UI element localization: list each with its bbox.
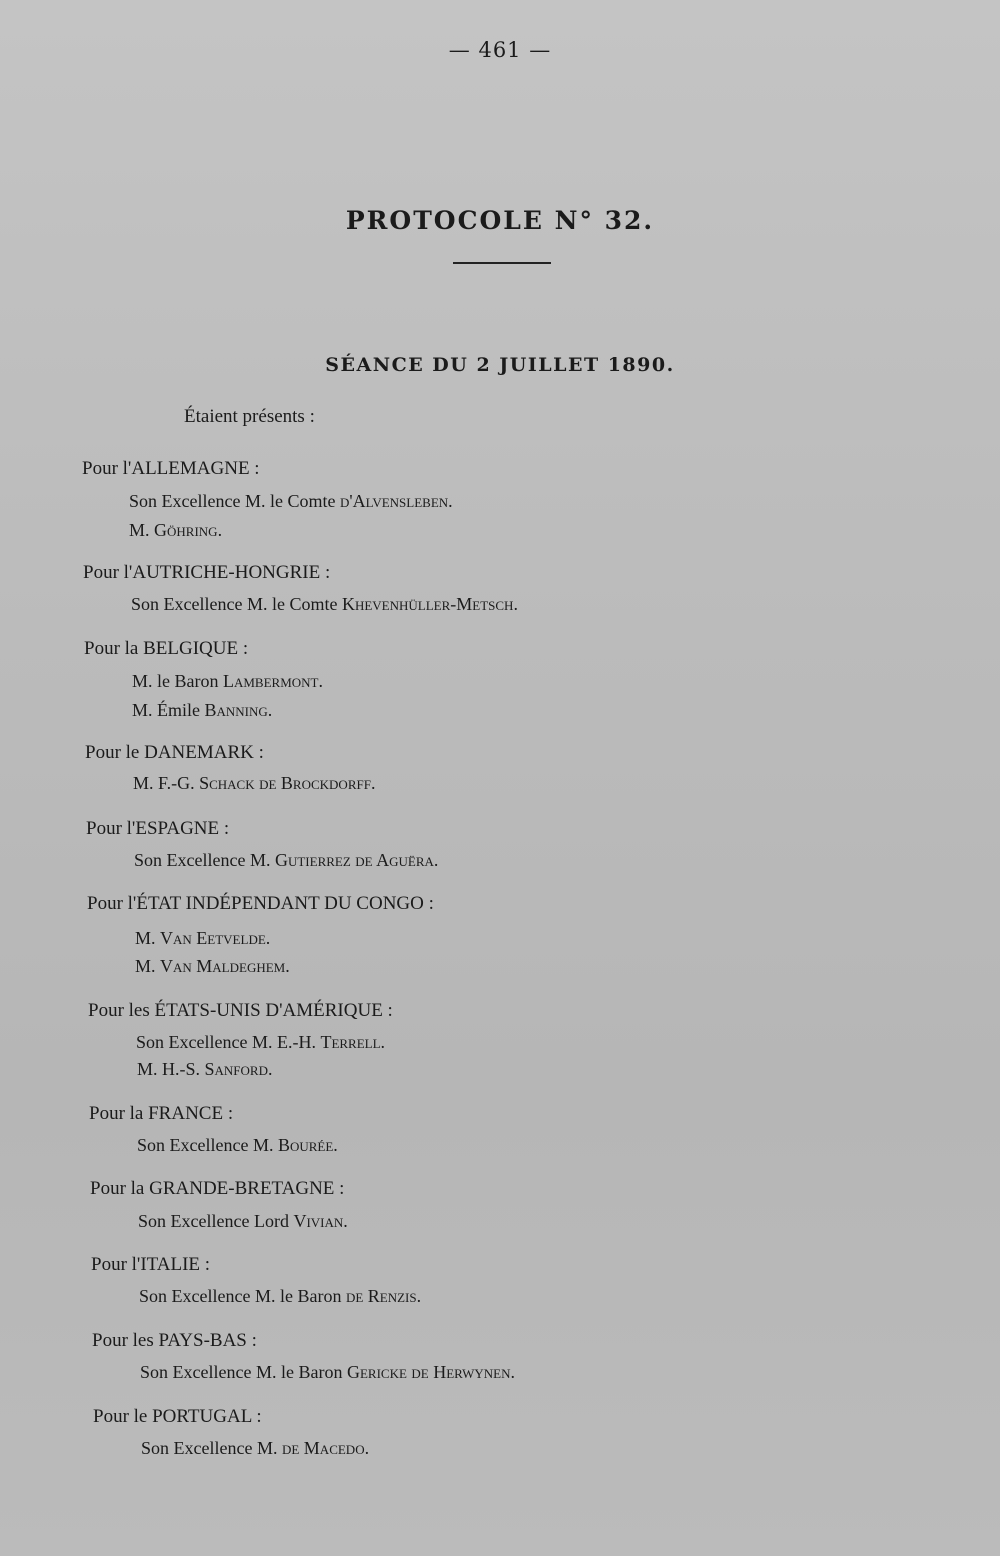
session-heading: SÉANCE DU 2 JUILLET 1890.: [325, 354, 675, 376]
delegate-line: [132, 671, 323, 692]
delegate-line: [129, 520, 222, 541]
delegate-title: M. H.-S.: [137, 1059, 205, 1079]
delegate-line: [137, 1059, 272, 1080]
present-label: Étaient présents :: [184, 406, 315, 427]
country-heading: Pour la BELGIQUE :: [84, 638, 249, 659]
delegate-line: [134, 850, 438, 871]
delegate-name: Göhring.: [154, 520, 223, 540]
delegate-line: [132, 700, 272, 721]
country-heading: Pour l'ÉTAT INDÉPENDANT DU CONGO :: [87, 893, 434, 914]
delegate-title: Son Excellence M. le Baron: [140, 1362, 347, 1382]
delegate-name: d'Alvensleben.: [339, 491, 453, 511]
country-heading: Pour le DANEMARK :: [85, 742, 264, 763]
delegate-title: Son Excellence Lord: [138, 1211, 294, 1231]
delegate-title: M.: [135, 956, 161, 976]
delegate-name: Banning.: [204, 700, 273, 720]
title-rule: [453, 262, 551, 264]
delegate-line: [137, 1135, 338, 1156]
delegate-name: de Macedo.: [281, 1438, 370, 1458]
country-heading: Pour la GRANDE-BRETAGNE :: [90, 1178, 345, 1199]
delegate-name: Van Maldeghem.: [160, 956, 290, 976]
delegate-name: Gericke de Herwynen.: [346, 1362, 515, 1382]
delegate-line: [136, 1032, 385, 1053]
delegate-title: M.: [129, 520, 155, 540]
delegate-name: Terrell.: [320, 1032, 386, 1052]
delegate-line: [135, 956, 290, 977]
delegate-title: Son Excellence M.: [141, 1438, 282, 1458]
country-heading: Pour l'ITALIE :: [91, 1254, 211, 1275]
country-heading: Pour les PAYS-BAS :: [92, 1330, 257, 1351]
delegate-line: [141, 1438, 369, 1459]
country-heading: Pour l'AUTRICHE-HONGRIE :: [83, 562, 331, 583]
delegate-title: Son Excellence M.: [137, 1135, 278, 1155]
delegate-name: Lambermont.: [222, 671, 323, 691]
delegate-line: [129, 491, 453, 512]
country-heading: Pour l'ESPAGNE :: [86, 818, 230, 839]
delegate-line: [135, 928, 270, 949]
protocol-title: PROTOCOLE N° 32.: [345, 206, 655, 235]
page-number: — 461 —: [448, 38, 552, 62]
country-heading: Pour l'ALLEMAGNE :: [82, 458, 260, 479]
delegate-name: Bourée.: [277, 1135, 338, 1155]
delegate-title: Son Excellence M.: [134, 850, 275, 870]
delegate-title: M. le Baron: [132, 671, 223, 691]
country-heading: Pour le PORTUGAL :: [93, 1406, 262, 1427]
delegate-name: de Renzis.: [345, 1286, 422, 1306]
delegate-title: Son Excellence M. E.-H.: [136, 1032, 321, 1052]
delegate-title: Son Excellence M. le Comte: [129, 491, 340, 511]
country-heading: Pour la FRANCE :: [89, 1103, 234, 1124]
delegate-name: Khevenhüller-Metsch.: [341, 594, 518, 614]
delegate-line: [131, 594, 518, 615]
delegate-title: M.: [135, 928, 161, 948]
delegate-title: M. Émile: [132, 700, 205, 720]
delegate-title: Son Excellence M. le Comte: [131, 594, 342, 614]
delegate-name: Vivian.: [293, 1211, 348, 1231]
delegate-name: Sanford.: [204, 1059, 273, 1079]
country-heading: Pour les ÉTATS-UNIS D'AMÉRIQUE :: [88, 1000, 393, 1021]
delegate-line: [138, 1211, 348, 1232]
delegate-title: Son Excellence M. le Baron: [139, 1286, 346, 1306]
delegate-name: Van Eetvelde.: [160, 928, 271, 948]
delegate-line: [133, 773, 375, 794]
delegate-name: Gutierrez de Aguëra.: [274, 850, 439, 870]
delegate-title: M. F.-G.: [133, 773, 200, 793]
delegate-name: Schack de Brockdorff.: [199, 773, 376, 793]
delegate-line: [139, 1286, 421, 1307]
delegate-line: [140, 1362, 515, 1383]
